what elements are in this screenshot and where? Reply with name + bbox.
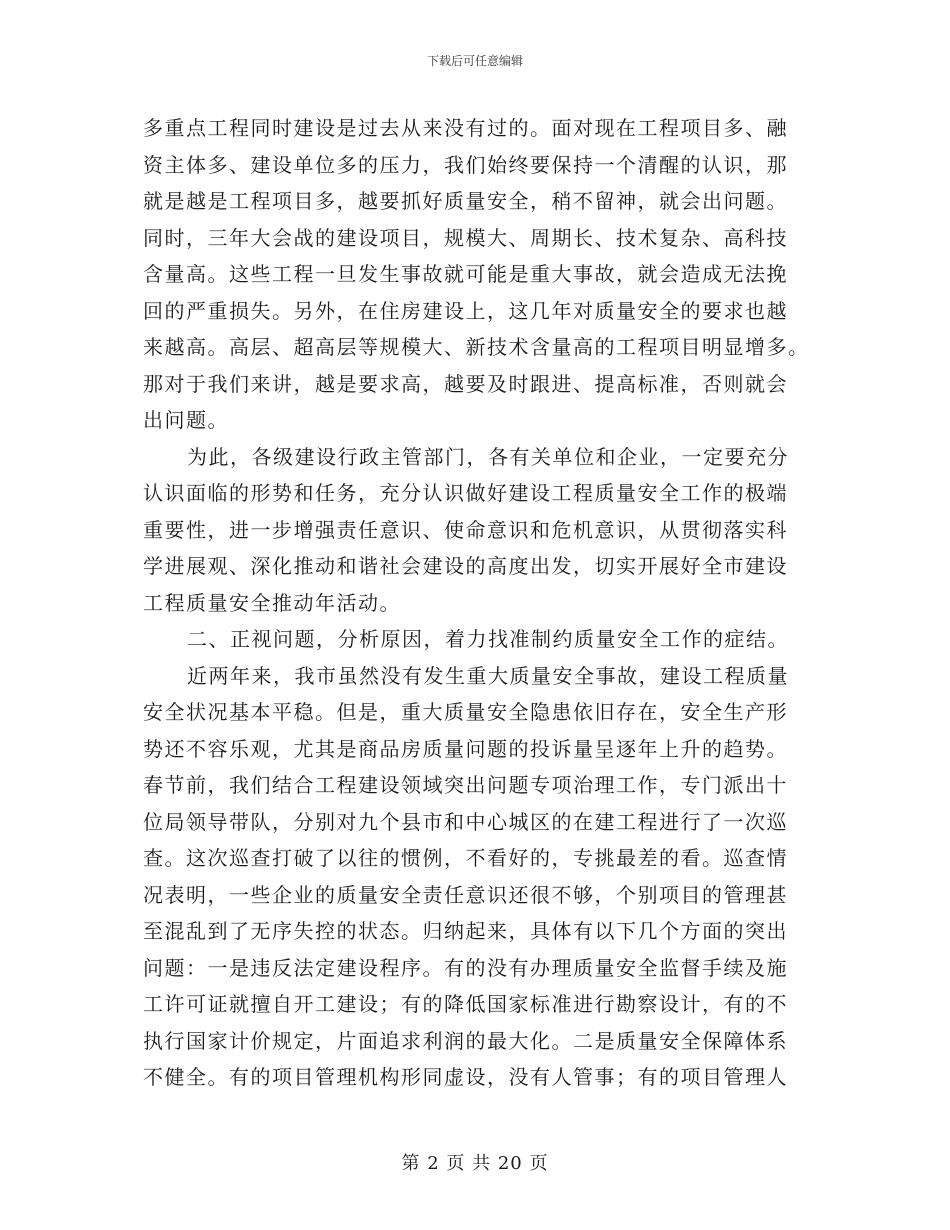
paragraph [143,110,823,439]
text-line: 近两年来，我市虽然没有发生重大质量安全事故，建设工程质量 [187,663,789,688]
text-line: 况表明，一些企业的质量安全责任意识还很不够，个别项目的管理甚 [143,882,788,907]
text-line: 来越高。高层、超高层等规模大、新技术含量高的工程项目明显增多。 [143,335,810,359]
text-line: 位局领导带队，分别对九个县市和中心城区的在建工程进行了一次巡 [143,809,788,834]
text-line: 问题：一是违反法定建设程序。有的没有办理质量安全监督手续及施 [143,955,788,980]
text-line: 回的严重损失。另外，在住房建设上，这几年对质量安全的要求也越 [143,298,788,323]
text-line: 势还不容乐观，尤其是商品房质量问题的投诉量呈逐年上升的趋势。 [143,736,788,761]
paragraph [143,658,823,1096]
text-line: 含量高。这些工程一旦发生事故就可能是重大事故，就会造成无法挽 [143,262,788,286]
text-line: 多重点工程同时建设是过去从来没有过的。面对现在工程项目多、融 [143,116,788,140]
paragraph [143,439,823,622]
text-line: 工程质量安全推动年活动。 [143,590,401,615]
text-line: 二、正视问题，分析原因，着力找准制约质量安全工作的症结。 [187,627,789,651]
page-number-footer: 第 2 页 共 20 页 [401,1153,549,1174]
document-body [143,110,823,1096]
text-line: 认识面临的形势和任务，充分认识做好建设工程质量安全工作的极端 [143,481,788,505]
text-line: 出问题。 [143,408,229,432]
text-line: 至混乱到了无序失控的状态。归纳起来，具体有以下几个方面的突出 [143,919,788,943]
text-line: 春节前，我们结合工程建设领域突出问题专项治理工作，专门派出十 [143,773,788,797]
text-line: 就是越是工程项目多，越要抓好质量安全，稍不留神，就会出问题。 [143,189,788,213]
text-line: 查。这次巡查打破了以往的惯例，不看好的，专挑最差的看。巡查情 [143,846,788,870]
page-header: 下载后可任意编辑 [426,54,523,68]
text-line: 那对于我们来讲，越是要求高，越要及时跟进、提高标准，否则就会 [143,371,788,396]
text-line: 不健全。有的项目管理机构形同虚设，没有人管事；有的项目管理人 [143,1065,788,1089]
text-line: 学进展观、深化推动和谐社会建设的高度出发，切实开展好全市建设 [143,554,788,578]
text-line: 安全状况基本平稳。但是，重大质量安全隐患依旧存在，安全生产形 [143,700,788,724]
text-line: 同时，三年大会战的建设项目，规模大、周期长、技术复杂、高科技 [143,225,788,250]
section-heading [143,621,823,658]
text-line: 重要性，进一步增强责任意识、使命意识和危机意识，从贯彻落实科 [143,517,788,542]
text-line: 执行国家计价规定，片面追求利润的最大化。二是质量安全保障体系 [143,1028,788,1053]
text-line: 资主体多、建设单位多的压力，我们始终要保持一个清醒的认识，那 [143,152,788,177]
text-line: 工许可证就擅自开工建设；有的降低国家标准进行勘察设计，有的不 [143,992,788,1016]
text-line: 为此，各级建设行政主管部门，各有关单位和企业，一定要充分 [187,444,789,469]
